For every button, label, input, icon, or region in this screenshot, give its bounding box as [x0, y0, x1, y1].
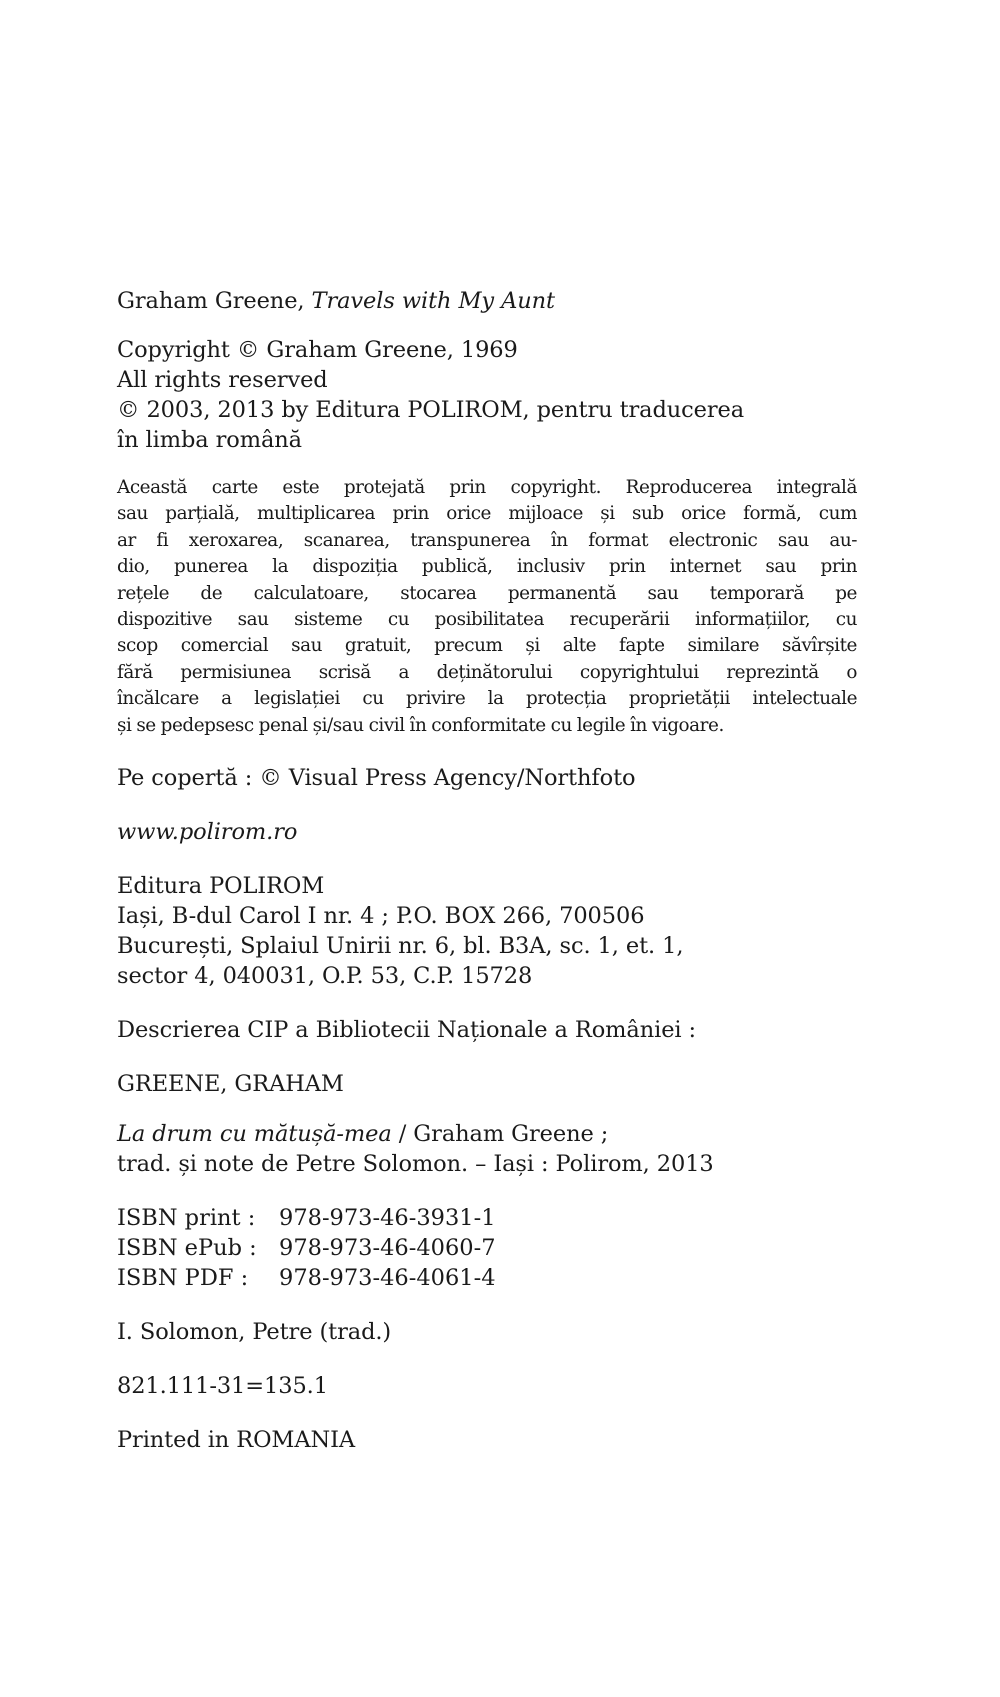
copyright-line-4: în limba română: [117, 427, 302, 453]
legal-line: dio, punerea la dispoziția publică, inclusiv prin internet sau prin: [117, 556, 857, 578]
legal-notice: [117, 475, 857, 739]
publisher-block: [117, 871, 857, 991]
isbn-value: 978-973-46-4060-7: [279, 1235, 496, 1262]
isbn-label: ISBN ePub :: [117, 1235, 257, 1262]
copyright-block: [117, 335, 857, 455]
work-title: Travels with My Aunt: [311, 288, 555, 314]
isbn-row: [117, 1263, 857, 1293]
cip-title-block: [117, 1119, 857, 1179]
cip-author: GREENE, GRAHAM: [117, 1071, 344, 1098]
cover-credit: Pe copertă : © Visual Press Agency/Northfoto: [117, 765, 636, 792]
printed-in: Printed in ROMANIA: [117, 1427, 356, 1454]
cip-heading: Descrierea CIP a Bibliotecii Naționale a României :: [117, 1017, 697, 1044]
isbn-block: [117, 1203, 857, 1293]
copyright-line-1: Copyright © Graham Greene, 1969: [117, 337, 518, 363]
website-link[interactable]: www.polirom.ro: [117, 819, 298, 846]
cip-title-author: / Graham Greene ;: [391, 1121, 609, 1148]
cip-translation: trad. și note de Petre Solomon. – Iași : Polirom, 2013: [117, 1151, 714, 1178]
legal-line: încălcare a legislației cu privire la protecția proprietății intelectuale: [117, 688, 857, 710]
legal-line: sau parțială, multiplicarea prin orice mijloace și sub orice formă, cum: [117, 503, 857, 525]
legal-line: fără permisiunea scrisă a deținătorului copyrightului reprezintă o: [117, 661, 857, 683]
legal-line: rețele de calculatoare, stocarea permanentă sau temporară pe: [117, 582, 857, 604]
isbn-row: [117, 1233, 857, 1263]
classification-code: 821.111-31=135.1: [117, 1373, 328, 1400]
isbn-row: [117, 1203, 857, 1233]
publisher-address-2: București, Splaiul Unirii nr. 6, bl. B3A, sc. 1, et. 1,: [117, 933, 684, 960]
publisher-address-3: sector 4, 040031, O.P. 53, C.P. 15728: [117, 963, 533, 990]
legal-line: ar fi xeroxarea, scanarea, transpunerea în format electronic sau au-: [117, 529, 857, 551]
copyright-line-3: © 2003, 2013 by Editura POLIROM, pentru traducerea: [117, 397, 745, 423]
legal-line: dispozitive sau sisteme cu posibilitatea recuperării informațiilor, cu: [117, 609, 857, 631]
copyright-page: [117, 286, 857, 1455]
cip-title-line: [117, 1119, 857, 1149]
cip-title: La drum cu mătușă-mea: [117, 1121, 392, 1148]
author-name: Graham Greene,: [117, 288, 305, 314]
isbn-value: 978-973-46-4061-4: [279, 1265, 496, 1292]
contributor: I. Solomon, Petre (trad.): [117, 1319, 392, 1346]
legal-line: scop comercial sau gratuit, precum și alte fapte similare săvîrșite: [117, 635, 857, 657]
copyright-line-2: All rights reserved: [117, 367, 328, 393]
publisher-name: Editura POLIROM: [117, 873, 325, 900]
title-line: [117, 286, 857, 316]
isbn-label: ISBN PDF :: [117, 1265, 249, 1292]
isbn-value: 978-973-46-3931-1: [279, 1205, 496, 1232]
legal-line: și se pedepsesc penal și/sau civil în conformitate cu legile în vigoare.: [117, 714, 724, 736]
publisher-address-1: Iași, B-dul Carol I nr. 4 ; P.O. BOX 266, 700506: [117, 903, 645, 930]
legal-line: Această carte este protejată prin copyright. Reproducerea integrală: [117, 477, 857, 498]
isbn-label: ISBN print :: [117, 1205, 256, 1232]
